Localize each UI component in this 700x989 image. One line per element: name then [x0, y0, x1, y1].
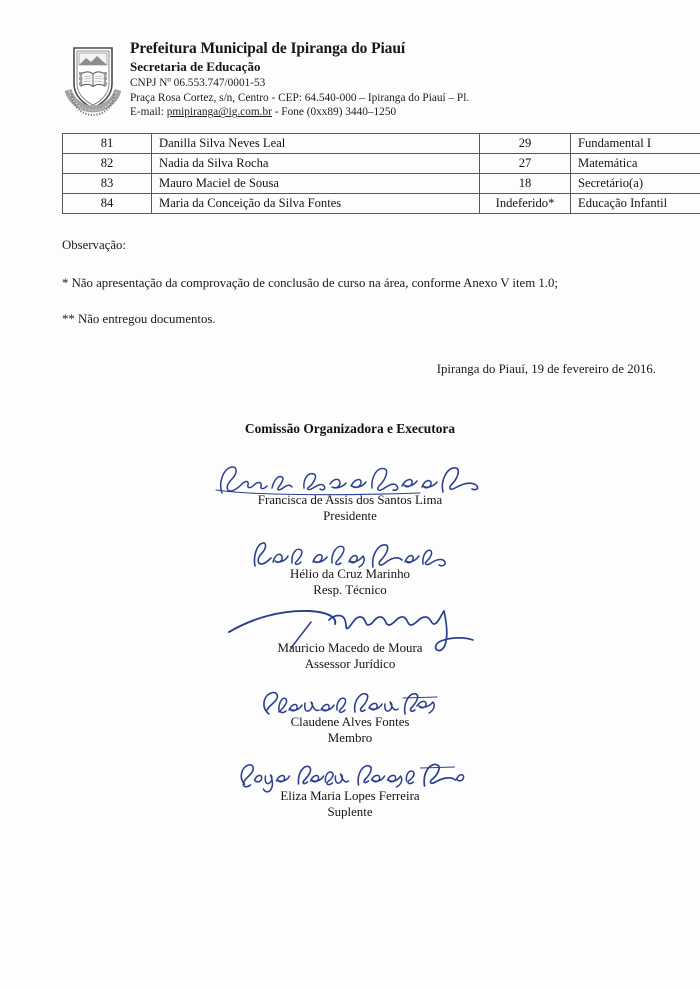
cell-number: 81: [63, 134, 152, 154]
letterhead: [0, 40, 700, 120]
place-and-date: Ipiranga do Piauí, 19 de fevereiro de 2016.: [436, 362, 656, 376]
cell-area: Matemática: [571, 154, 700, 174]
table-row: [63, 154, 700, 174]
cell-status: Indeferido*: [480, 194, 571, 214]
candidates-table: [62, 133, 700, 214]
email-address[interactable]: pmipiranga@ig.com.br: [166, 106, 272, 119]
signatory-role: Assessor Jurídico: [304, 657, 396, 672]
crest-container: [58, 40, 128, 116]
cell-area: Educação Infantil: [571, 194, 700, 214]
handwritten-signature-icon: [0, 536, 700, 566]
signature-block: [0, 536, 700, 599]
letterhead-text: [128, 40, 700, 120]
phone-number: - Fone (0xx89) 3440–1250: [271, 106, 397, 119]
cell-number: 83: [63, 174, 152, 194]
signatory-role: Presidente: [323, 509, 377, 524]
signatory-name: Francisca de Assis dos Santos Lima: [257, 493, 443, 507]
cell-name: Maria da Conceição da Silva Fontes: [152, 194, 480, 214]
signature-block: [0, 758, 700, 821]
cnpj-line: CNPJ Nº 06.553.747/0001-53: [130, 76, 266, 89]
cell-score: 29: [480, 134, 571, 154]
handwritten-signature-icon: [0, 684, 700, 714]
signatory-role: Membro: [327, 731, 373, 746]
footnote-single-asterisk: * Não apresentação da comprovação de conclusão de curso na área, conforme Anexo V item 1.0;: [62, 276, 558, 290]
signatory-role: Resp. Técnico: [313, 583, 387, 598]
signature-block: [0, 610, 700, 673]
cell-number: 82: [63, 154, 152, 174]
organization-department: Secretaria de Educação: [130, 59, 261, 75]
signatory-name: Mauricio Macedo de Moura: [277, 641, 423, 656]
signature-block: [0, 462, 700, 525]
signatory-name: Eliza Maria Lopes Ferreira: [280, 789, 420, 804]
cell-number: 84: [63, 194, 152, 214]
cell-name: Danilla Silva Neves Leal: [152, 134, 480, 154]
table-body: [63, 134, 700, 214]
observations-section: [62, 238, 662, 348]
signatory-role: Suplente: [327, 805, 373, 820]
commission-heading: Comissão Organizadora e Executora: [244, 421, 456, 436]
address-line: Praça Rosa Cortez, s/n, Centro - CEP: 64.540-000 – Ipiranga do Piauí – Pl.: [130, 91, 470, 104]
footnote-double-asterisk: ** Não entregou documentos.: [62, 312, 216, 326]
handwritten-signature-icon: [0, 610, 700, 640]
organization-title: Prefeitura Municipal de Ipiranga do Piauí: [130, 40, 406, 57]
cell-area: Fundamental I: [571, 134, 700, 154]
signatory-name: Claudene Alves Fontes: [290, 715, 410, 730]
municipal-coat-of-arms-icon: [64, 44, 122, 116]
handwritten-signature-icon: [0, 758, 700, 788]
table-row: [63, 174, 700, 194]
cell-area: Secretário(a): [571, 174, 700, 194]
observations-label: Observação:: [62, 238, 126, 252]
cell-name: Mauro Maciel de Sousa: [152, 174, 480, 194]
handwritten-signature-icon: [0, 462, 700, 492]
email-label: E-mail:: [130, 106, 167, 119]
cell-score: 18: [480, 174, 571, 194]
cell-score: 27: [480, 154, 571, 174]
signatory-name: Hélio da Cruz Marinho: [290, 567, 410, 582]
cell-name: Nadia da Silva Rocha: [152, 154, 480, 174]
signature-section: [0, 462, 700, 832]
signature-block: [0, 684, 700, 747]
table-row: [63, 194, 700, 214]
contact-line: [130, 105, 700, 120]
table-row: [63, 134, 700, 154]
